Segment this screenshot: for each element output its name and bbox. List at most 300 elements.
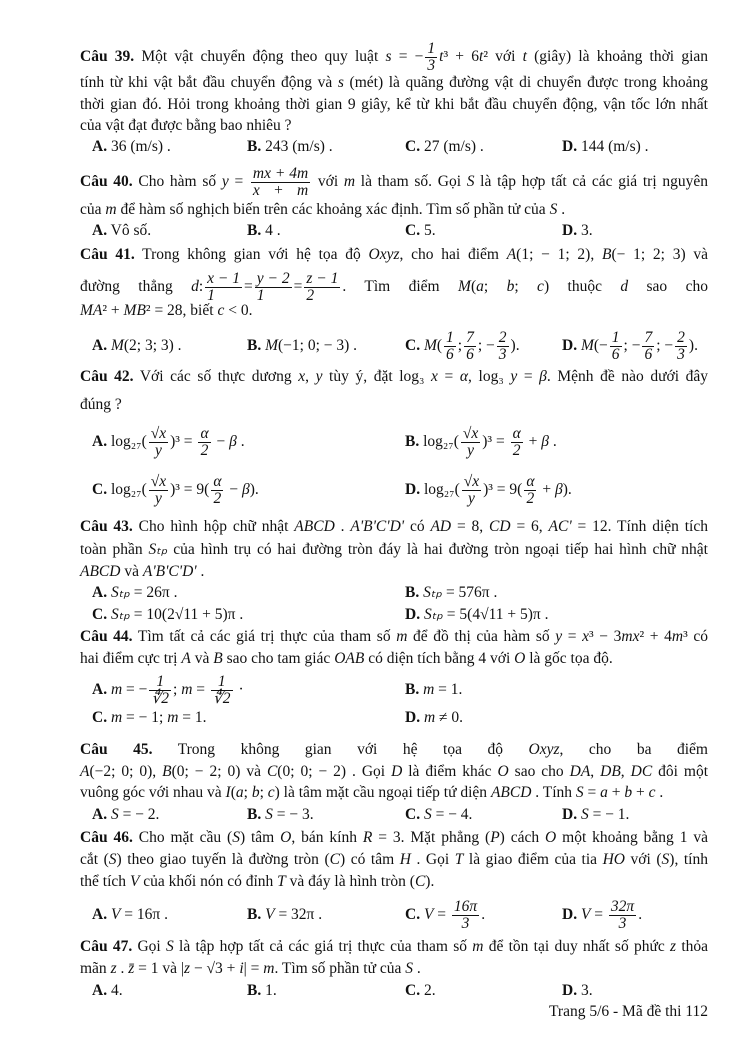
math-symbol: V xyxy=(423,906,434,923)
text-run: ) theo giao tuyến là đường tròn ( xyxy=(116,851,330,868)
math-symbol: i xyxy=(239,960,244,977)
answer-option-c[interactable] xyxy=(92,470,259,510)
answer-label: B. xyxy=(247,337,262,354)
math-symbol: DA xyxy=(569,763,591,780)
text-run: = xyxy=(437,368,460,385)
math-symbol: P xyxy=(490,829,500,846)
math-symbol: a xyxy=(476,278,484,295)
text-run: . xyxy=(236,433,245,450)
text-run: hai điểm cực trị xyxy=(80,650,182,667)
answer-label: B. xyxy=(247,138,262,155)
math-symbol: x xyxy=(431,368,438,385)
text-run: của khối nón có đỉnh xyxy=(139,873,278,890)
answer-label: C. xyxy=(405,806,421,823)
text-run: < 0. xyxy=(224,302,253,319)
math-symbol: A'B'C'D' xyxy=(142,563,197,580)
math-symbol: y xyxy=(510,368,518,385)
math-symbol: Oxyz xyxy=(528,741,560,758)
math-symbol: c xyxy=(648,784,656,801)
fraction-numerator: y − 2 xyxy=(256,269,290,287)
math-symbol: S xyxy=(466,173,475,190)
math-symbol: S xyxy=(661,851,670,868)
math-symbol: S xyxy=(575,784,584,801)
math-symbol: H xyxy=(399,851,411,868)
text-run: là giao điểm của tia xyxy=(463,851,603,868)
answer-label: C. xyxy=(92,709,108,726)
math-symbol: Sₜₚ xyxy=(148,541,168,558)
text-run: Cho mặt cầu ( xyxy=(132,829,233,846)
text-run: Cho hình hộp chữ nhật xyxy=(132,518,295,535)
text-run: ² + xyxy=(102,302,124,319)
question-label: Câu 42. xyxy=(80,368,134,385)
text-run: ) có tâm xyxy=(339,851,400,868)
math-symbol: V xyxy=(580,906,591,923)
text-run: sao cho xyxy=(628,278,708,295)
math-symbol: a xyxy=(235,784,244,801)
fraction-denominator: 6 xyxy=(644,345,653,363)
question-label: Câu 43. xyxy=(80,518,133,535)
text-run: − xyxy=(212,433,230,450)
text-run: cắt ( xyxy=(80,851,109,868)
math-symbol: b xyxy=(506,278,515,295)
text-run: và xyxy=(120,563,143,580)
text-run: = xyxy=(562,628,583,645)
fraction xyxy=(211,674,233,707)
text-run: log₂₇( xyxy=(107,481,147,498)
text-run: = − 1. xyxy=(588,806,630,823)
math-symbol: M xyxy=(458,278,471,295)
text-run: mãn xyxy=(80,960,111,977)
question-label: Câu 39. xyxy=(80,48,135,65)
answer-label: D. xyxy=(562,138,578,155)
text-run: ; xyxy=(457,337,463,354)
answer-label: A. xyxy=(92,982,108,999)
answer-option-c[interactable] xyxy=(405,127,484,167)
math-symbol: s xyxy=(337,74,344,91)
text-run: ). xyxy=(688,337,698,354)
math-symbol: A xyxy=(80,763,90,780)
fraction-denominator: 2 xyxy=(306,286,315,304)
text-run: một khoảng bằng 1 và xyxy=(556,829,708,846)
fraction-denominator: 2 xyxy=(512,441,521,459)
answer-label: D. xyxy=(405,481,421,498)
question-label: Câu 40. xyxy=(80,173,133,190)
text-run: + xyxy=(607,784,625,801)
text-run: Với các số thực dương xyxy=(133,368,299,385)
text-run: ² với xyxy=(483,48,523,65)
fraction xyxy=(149,426,168,459)
text-run: 1. xyxy=(261,982,277,999)
text-run: . xyxy=(196,563,205,580)
math-symbol: S xyxy=(110,806,119,823)
text-run: 243 (m/s) . xyxy=(261,138,333,155)
math-symbol: Sₜₚ xyxy=(423,606,443,623)
math-symbol: β xyxy=(229,433,237,450)
math-symbol: MA xyxy=(80,302,103,319)
fraction-denominator: x + m xyxy=(252,181,309,199)
fraction xyxy=(198,426,210,459)
text-run: . xyxy=(557,201,566,218)
text-run: 36 (m/s) . xyxy=(107,138,171,155)
fraction-numerator: 2 xyxy=(498,328,507,346)
answer-label: A. xyxy=(92,806,108,823)
math-symbol: I xyxy=(225,784,231,801)
fraction-denominator: 2 xyxy=(213,489,222,507)
text-run: = xyxy=(293,278,303,295)
text-run: )³ = xyxy=(482,433,509,450)
fraction-numerator: α xyxy=(200,424,209,442)
fraction-denominator: 1 xyxy=(256,286,265,304)
fraction-denominator: y xyxy=(154,489,162,507)
math-symbol: m xyxy=(472,938,484,955)
text-run: ). xyxy=(249,481,259,498)
text-run: ) tâm xyxy=(239,829,281,846)
text-run: là tập hợp tất cả các giá trị nguyên xyxy=(474,173,708,190)
text-run: đôi một xyxy=(652,763,708,780)
fraction-numerator: 7 xyxy=(466,328,474,346)
fraction-numerator: α xyxy=(213,472,222,490)
text-run: thời gian đó. Hỏi trong khoảng thời gian 9 giây, kể từ khi bắt đầu chuyển động, vận tốc lớn nhất xyxy=(80,96,708,113)
text-run: ; xyxy=(243,784,252,801)
answer-option-a[interactable] xyxy=(92,127,171,167)
text-run: và đáy là hình tròn ( xyxy=(285,873,415,890)
text-run: ; − xyxy=(656,337,674,354)
answer-label: D. xyxy=(405,709,421,726)
text-run: (−1; 0; − 3) . xyxy=(278,337,358,354)
math-symbol: y xyxy=(315,368,323,385)
text-run: + xyxy=(538,481,555,498)
math-symbol: C xyxy=(414,873,426,890)
math-symbol: y xyxy=(221,173,229,190)
text-run: ³ − 3 xyxy=(589,628,622,645)
text-run: )³ = xyxy=(170,433,197,450)
text-run: ; xyxy=(514,278,538,295)
text-run: = − 3. xyxy=(272,806,314,823)
text-run: tùy ý, đặt log₃ xyxy=(322,368,432,385)
fraction-numerator: 1 xyxy=(427,39,436,57)
fraction-numerator: √x xyxy=(150,472,167,490)
text-run: ≠ 0. xyxy=(435,709,464,726)
math-symbol: S xyxy=(108,851,117,868)
math-symbol: V xyxy=(110,906,121,923)
text-run: (−2; 0; 0), xyxy=(89,763,163,780)
math-symbol: β xyxy=(241,481,250,498)
text-run: Một vật chuyển động theo quy luật xyxy=(134,48,386,65)
math-symbol: S xyxy=(549,201,558,218)
text-run: = xyxy=(517,368,540,385)
text-run: . xyxy=(481,906,486,923)
text-run: 5. xyxy=(420,222,436,239)
answer-label: A. xyxy=(92,337,108,354)
math-symbol: b xyxy=(251,784,260,801)
answer-option-a[interactable] xyxy=(92,971,123,1011)
math-symbol: M xyxy=(265,337,279,354)
math-symbol: z xyxy=(110,960,117,977)
answer-option-b[interactable] xyxy=(247,971,277,1011)
text-run: . xyxy=(116,960,129,977)
math-symbol: T xyxy=(277,873,286,890)
text-run: ² = 28, biết xyxy=(145,302,218,319)
text-run: ; xyxy=(259,784,268,801)
text-run: ³ + 6 xyxy=(443,48,479,65)
answer-label: D. xyxy=(405,606,421,623)
fraction xyxy=(462,474,481,507)
math-symbol: d xyxy=(620,278,629,295)
answer-option-a[interactable] xyxy=(92,422,245,462)
math-symbol: Oxyz xyxy=(368,246,400,263)
text-run: ( xyxy=(436,337,443,354)
text-run: log₂₇( xyxy=(420,481,460,498)
math-symbol: Sₜₚ xyxy=(110,584,130,601)
text-run: sao cho tam giác xyxy=(222,650,335,667)
fraction-numerator: 32π xyxy=(610,897,635,915)
fraction-numerator: 16π xyxy=(453,897,478,915)
fraction-denominator: 2 xyxy=(526,489,535,507)
math-symbol: CD xyxy=(489,518,511,535)
math-symbol: M xyxy=(423,337,437,354)
text-run: ) cách xyxy=(499,829,546,846)
text-run: = 8, xyxy=(451,518,490,535)
math-symbol: c xyxy=(537,278,544,295)
fraction-numerator: 2 xyxy=(677,328,685,346)
question-text-line xyxy=(80,949,708,989)
text-run: + xyxy=(524,433,542,450)
text-run: | = xyxy=(243,960,264,977)
math-symbol: mx xyxy=(621,628,640,645)
text-run: Trong không gian với hệ tọa độ xyxy=(152,741,529,758)
math-symbol: m xyxy=(423,681,435,698)
text-run: = 3. Mặt phẳng ( xyxy=(372,829,491,846)
question-label: Câu 47. xyxy=(80,938,133,955)
math-symbol: Sₜₚ xyxy=(110,606,130,623)
math-symbol: DC xyxy=(630,763,653,780)
math-symbol: S xyxy=(580,806,589,823)
text-run: của xyxy=(80,201,106,218)
text-run: với xyxy=(312,173,344,190)
text-run: = xyxy=(228,173,249,190)
math-symbol: A xyxy=(181,650,191,667)
fraction-denominator: ∜2 xyxy=(151,689,170,707)
math-symbol: DB xyxy=(600,763,621,780)
text-run: Cho hàm số xyxy=(132,173,222,190)
fraction xyxy=(461,426,480,459)
fraction-denominator: y xyxy=(467,489,475,507)
question-text-line xyxy=(80,385,708,425)
math-symbol: z xyxy=(184,960,191,977)
text-run: 2. xyxy=(420,982,436,999)
text-run: ; xyxy=(173,681,182,698)
fraction-numerator: 7 xyxy=(644,328,653,346)
text-run: ). xyxy=(425,873,435,890)
text-run: ( xyxy=(470,278,477,295)
math-symbol: m xyxy=(423,709,436,726)
math-symbol: A'B'C'D' xyxy=(350,518,405,535)
math-symbol: a xyxy=(600,784,608,801)
text-run: 3. xyxy=(577,222,593,239)
question-text-line xyxy=(80,291,708,331)
answer-option-b[interactable] xyxy=(405,422,557,462)
math-symbol: m xyxy=(105,201,117,218)
text-run: . Gọi xyxy=(410,851,455,868)
fraction xyxy=(511,426,523,459)
text-run: (2; 3; 3) . xyxy=(123,337,182,354)
math-symbol: z xyxy=(670,938,677,955)
text-run: Tìm tất cả các giá trị thực của tham số xyxy=(132,628,397,645)
text-run: ; − xyxy=(477,337,495,354)
text-run: Gọi xyxy=(132,938,166,955)
answer-label: C. xyxy=(405,337,421,354)
text-run: = xyxy=(433,906,450,923)
math-symbol: x xyxy=(298,368,306,385)
answer-option-b[interactable] xyxy=(247,127,333,167)
fraction-numerator: z − 1 xyxy=(306,269,339,287)
math-symbol: β xyxy=(541,433,549,450)
text-run: đúng ? xyxy=(80,396,122,413)
text-run: = 16π . xyxy=(120,906,168,923)
answer-label: A. xyxy=(92,906,108,923)
math-symbol: m xyxy=(396,628,408,645)
answer-label: C. xyxy=(405,138,421,155)
math-symbol: B xyxy=(601,246,612,263)
fraction-denominator: 3 xyxy=(677,345,685,363)
text-run: (0; 0; − 2) . Gọi xyxy=(277,763,392,780)
answer-label: B. xyxy=(405,681,420,698)
text-run: (0; − 2; 0) và xyxy=(171,763,267,780)
math-symbol: O xyxy=(497,763,509,780)
text-run: 4. xyxy=(107,982,123,999)
math-symbol: C xyxy=(329,851,340,868)
math-symbol: S xyxy=(166,938,174,955)
answer-label: A. xyxy=(92,222,108,239)
math-symbol: T xyxy=(454,851,464,868)
fraction-numerator: x − 1 xyxy=(207,269,241,287)
text-run: = − 1; xyxy=(122,709,168,726)
text-run: là tham số. Gọi xyxy=(355,173,467,190)
fraction-numerator: 1 xyxy=(149,674,171,691)
text-run: − √3 + xyxy=(190,960,240,977)
answer-option-c[interactable] xyxy=(405,971,436,1011)
math-symbol: S xyxy=(423,806,432,823)
text-run: = 1. xyxy=(178,709,207,726)
answer-label: B. xyxy=(247,222,262,239)
math-symbol: R xyxy=(362,829,373,846)
text-run: ² + 4 xyxy=(639,628,672,645)
answer-label: B. xyxy=(405,584,420,601)
fraction-denominator: 6 xyxy=(466,345,474,363)
answer-label: C. xyxy=(405,982,421,999)
text-run: có xyxy=(404,518,431,535)
answer-label: C. xyxy=(92,606,108,623)
fraction-denominator: 3 xyxy=(498,345,507,363)
answer-label: B. xyxy=(247,982,262,999)
text-run: và xyxy=(190,650,214,667)
fraction-numerator: α xyxy=(512,424,521,442)
question-label: Câu 41. xyxy=(80,246,135,263)
text-run: = − 2. xyxy=(118,806,160,823)
math-symbol: m xyxy=(181,681,193,698)
answer-label: D. xyxy=(562,222,578,239)
fraction-denominator: 6 xyxy=(611,345,620,363)
text-run: sao cho xyxy=(508,763,570,780)
text-run: = − 4. xyxy=(431,806,473,823)
text-run: 3. xyxy=(577,982,593,999)
fraction xyxy=(524,474,536,507)
answer-option-d[interactable] xyxy=(562,127,649,167)
text-run: )³ = 9( xyxy=(483,481,523,498)
text-run: là điểm khác xyxy=(402,763,498,780)
text-run: : xyxy=(198,278,204,295)
text-run: để đồ thị của hàm số xyxy=(407,628,556,645)
text-run: = 1. xyxy=(434,681,463,698)
math-symbol: β xyxy=(554,481,563,498)
fraction-denominator: y xyxy=(154,441,162,459)
math-symbol: m xyxy=(343,173,356,190)
text-run: ) là tâm mặt cầu ngoại tiếp tứ diện xyxy=(274,784,491,801)
text-run: đường thẳng xyxy=(80,278,192,295)
text-run: ³ có xyxy=(683,628,708,645)
text-run: ). xyxy=(562,481,572,498)
text-run: , cho hai điểm xyxy=(399,246,507,263)
text-run: . Mệnh đề nào dưới đây xyxy=(546,368,708,385)
answer-label: D. xyxy=(562,806,578,823)
answer-label: C. xyxy=(405,222,421,239)
text-run: là tập hợp tất cả các giá trị thực của tham số xyxy=(173,938,473,955)
text-run: 4 . xyxy=(261,222,281,239)
math-symbol: S xyxy=(265,806,273,823)
text-run: (mét) là quãng đường vật di chuyển được trong khoảng xyxy=(343,74,708,91)
text-run: thỏa xyxy=(676,938,709,955)
math-symbol: M xyxy=(580,337,594,354)
math-symbol: B xyxy=(213,650,223,667)
math-symbol: t xyxy=(479,48,484,65)
math-symbol: t xyxy=(522,48,527,65)
math-symbol: Sₜₚ xyxy=(423,584,443,601)
fraction xyxy=(211,474,223,507)
math-symbol: c xyxy=(217,302,225,319)
text-run: . xyxy=(548,433,557,450)
fraction-denominator: 3 xyxy=(618,914,627,932)
text-run: 144 (m/s) . xyxy=(577,138,649,155)
answer-option-d[interactable] xyxy=(405,470,572,510)
text-run: = xyxy=(590,906,607,923)
text-run: , xyxy=(590,763,601,780)
text-run: Vô số. xyxy=(107,222,152,239)
text-run: log₂₇( xyxy=(419,433,459,450)
math-symbol: M xyxy=(110,337,124,354)
text-run: để tồn tại duy nhất số phức xyxy=(483,938,671,955)
fraction-numerator: 1 xyxy=(611,328,620,346)
fraction xyxy=(149,474,168,507)
fraction-denominator: 6 xyxy=(446,345,454,363)
math-symbol: m xyxy=(167,709,179,726)
text-run: , bán kính xyxy=(291,829,363,846)
fraction-numerator: √x xyxy=(462,424,479,442)
text-run: = − xyxy=(122,681,148,698)
answer-label: A. xyxy=(92,681,108,698)
text-run: · xyxy=(234,681,244,698)
text-run: − xyxy=(225,481,242,498)
text-run: = xyxy=(244,278,253,295)
fraction-denominator: 2 xyxy=(200,441,209,459)
text-run: với ( xyxy=(624,851,662,868)
answer-label: A. xyxy=(92,138,108,155)
fraction-denominator: 3 xyxy=(427,56,436,74)
math-symbol: b xyxy=(624,784,633,801)
math-symbol: V xyxy=(129,873,140,890)
question-label: Câu 44. xyxy=(80,628,133,645)
fraction-denominator: ∜2 xyxy=(212,689,231,707)
fraction-numerator: 1 xyxy=(211,674,233,691)
